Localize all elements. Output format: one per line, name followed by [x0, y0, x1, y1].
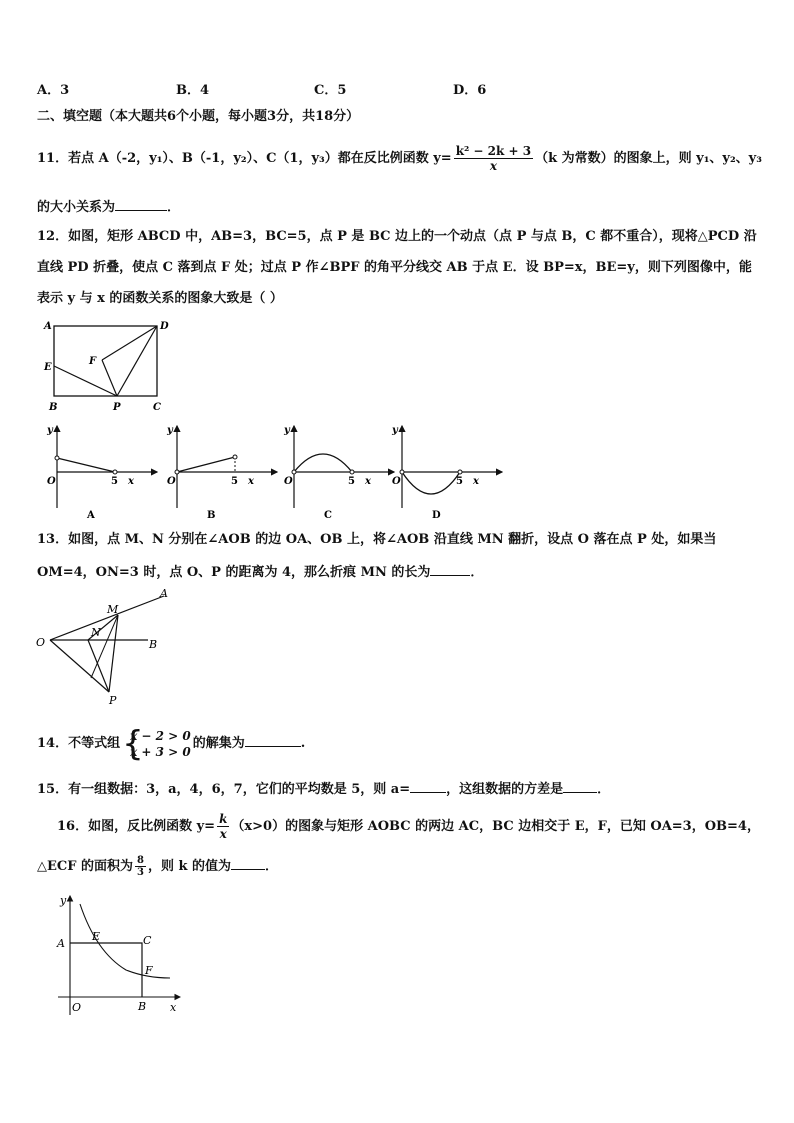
fig13-label-b: B — [149, 638, 158, 651]
q14-inequality-system — [122, 723, 191, 764]
q13-answer-blank[interactable] — [430, 563, 470, 576]
graph-a-origin: O — [47, 476, 56, 487]
q14-ineq1: x − 2 > 0 — [130, 728, 191, 743]
q11-fraction — [454, 144, 533, 173]
q14-text-pre: 14．不等式组 — [37, 736, 121, 751]
q16-line2-post: ，则 k 的值为 — [147, 859, 232, 874]
q13-line2-text: OM=4，ON=3 时，点 O、P 的距离为 4，那么折痕 MN 的长为 — [37, 565, 431, 580]
fig16-label-f: F — [145, 964, 153, 977]
graph-a-label: A — [87, 510, 95, 521]
fig12-label-p: P — [113, 402, 121, 413]
graph-d-x-label: x — [473, 476, 479, 487]
fig12-label-d: D — [160, 321, 169, 332]
graph-a-x-label: x — [128, 476, 134, 487]
graph-b-origin: O — [167, 476, 176, 487]
q16-answer-blank[interactable] — [231, 857, 265, 870]
q11-text-pre: 11．若点 A（-2，y₁）、B（-1，y₂）、C（1，y₃）都在反比例函数 y= — [37, 151, 452, 166]
q16-area-fraction — [135, 855, 146, 878]
q16-fraction — [217, 812, 229, 841]
choice-c: C．5 — [314, 83, 347, 98]
graph-c-origin: O — [284, 476, 293, 487]
q14-end: . — [300, 736, 306, 751]
graph-c-tick: 5 — [348, 476, 355, 487]
graph-a-y-label: y — [47, 425, 53, 436]
q16-line2-pre: △ECF 的面积为 — [37, 859, 134, 874]
q14-ineq2: x + 3 > 0 — [130, 744, 191, 759]
q16-area-den: 3 — [137, 867, 144, 878]
q16-numerator: k — [219, 812, 228, 826]
choice-d: D．6 — [453, 83, 487, 98]
q11-denominator: x — [489, 159, 497, 173]
fig16-label-a: A — [57, 937, 65, 950]
q12-option-graphs — [37, 420, 507, 525]
fig12-label-f: F — [89, 356, 97, 367]
graph-b-y-label: y — [167, 425, 173, 436]
section-title: 二、填空题（本大题共6个小题，每小题3分，共18分） — [37, 109, 360, 124]
question-13-line1: 13．如图，点 M、N 分别在∠AOB 的边 OA、OB 上，将∠AOB 沿直线 MN 翻折，设点 O 落在点 P 处，如果当 — [37, 532, 717, 547]
question-14 — [37, 724, 305, 764]
fig16-label-c: C — [143, 934, 152, 947]
question-11-line2 — [37, 198, 180, 217]
q14-brace: { — [122, 723, 144, 764]
fig16-label-b: B — [138, 1000, 147, 1013]
q16-area-num: 8 — [137, 855, 144, 866]
fig13-label-a: A — [160, 587, 168, 600]
graph-b-label: B — [207, 510, 216, 521]
q11-line2-text: 的大小关系为 — [37, 200, 116, 215]
fig16-label-o: O — [72, 1001, 82, 1014]
question-15 — [37, 780, 610, 799]
fig16-label-e: E — [92, 930, 101, 943]
fig13-label-p: P — [109, 694, 117, 707]
graph-option-c — [283, 425, 394, 521]
fig13-label-m: M — [107, 603, 119, 616]
choice-b: B．4 — [176, 83, 210, 98]
q13-line2-end: ． — [470, 565, 484, 580]
graph-option-d — [391, 425, 502, 521]
question-16-line1 — [57, 812, 760, 841]
question-11-line1 — [37, 144, 762, 173]
fig16-label-x: x — [170, 1001, 177, 1014]
graph-c-y-label: y — [284, 425, 290, 436]
graph-b-tick: 5 — [231, 476, 238, 487]
graph-option-a — [46, 425, 157, 521]
fig12-label-c: C — [153, 402, 161, 413]
q15-blank-a[interactable] — [410, 780, 446, 793]
q11-line2-end: ． — [167, 200, 181, 215]
graph-c-label: C — [324, 510, 332, 521]
q11-text-post: （k 为常数）的图象上，则 y₁、y₂、y₃ — [535, 151, 762, 166]
q15-blank-variance[interactable] — [563, 780, 597, 793]
q15-text-pre: 15．有一组数据：3，a，4，6，7，它们的平均数是 5，则 a= — [37, 782, 411, 797]
fig13-label-n: N — [91, 626, 101, 639]
choice-a: A．3 — [37, 83, 70, 98]
graph-d-origin: O — [392, 476, 401, 487]
fig16-label-y: y — [60, 894, 67, 907]
fig12-label-e: E — [44, 362, 52, 373]
q12-rectangle-figure — [37, 318, 172, 418]
graph-b-x-label: x — [248, 476, 254, 487]
question-12-line2: 直线 PD 折叠，使点 C 落到点 F 处；过点 P 作∠BPF 的角平分线交 AB 于点 E．设 BP=x，BE=y，则下列图像中，能 — [37, 260, 752, 275]
graph-d-y-label: y — [392, 425, 398, 436]
q13-angle-figure — [30, 586, 190, 710]
q14-answer-blank[interactable] — [245, 734, 301, 747]
q15-end: ． — [597, 782, 611, 797]
fig12-label-a: A — [44, 321, 52, 332]
fig13-label-o: O — [36, 636, 46, 649]
graph-c-x-label: x — [365, 476, 371, 487]
q15-text-mid: ，这组数据的方差是 — [446, 782, 564, 797]
fig12-label-b: B — [49, 402, 58, 413]
graph-a-tick: 5 — [111, 476, 118, 487]
q16-line2-end: ． — [265, 859, 279, 874]
q11-answer-blank[interactable] — [115, 198, 167, 211]
q16-hyperbola-figure — [50, 890, 190, 1020]
graph-d-label: D — [432, 510, 441, 521]
q16-text-post: （x>0）的图象与矩形 AOBC 的两边 AC，BC 边相交于 E，F，已知 OA=3，OB=4， — [231, 819, 760, 834]
q14-text-post: 的解集为 — [192, 736, 245, 751]
q16-text-pre: 16．如图，反比例函数 y= — [57, 819, 216, 834]
graph-d-tick: 5 — [456, 476, 463, 487]
question-12-line3: 表示 y 与 x 的函数关系的图象大致是（ ） — [37, 291, 283, 306]
q16-denominator: x — [219, 827, 227, 841]
question-12-line1: 12．如图，矩形 ABCD 中，AB=3，BC=5，点 P 是 BC 边上的一个动点（点 P 与点 B，C 都不重合），现将△PCD 沿 — [37, 229, 757, 244]
q11-numerator: k² − 2k + 3 — [455, 144, 532, 158]
question-13-line2 — [37, 563, 483, 582]
graph-option-b — [166, 425, 277, 521]
question-16-line2 — [37, 855, 278, 878]
